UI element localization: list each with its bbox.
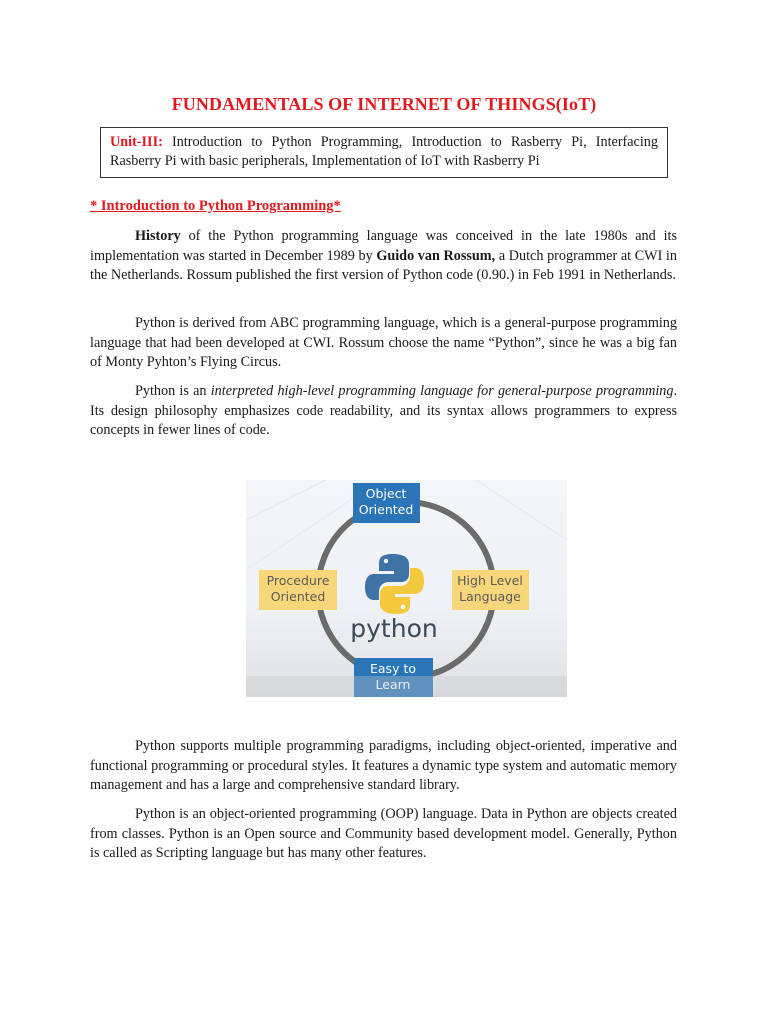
object-oriented-line2: Oriented — [358, 502, 414, 517]
history-paragraph — [90, 227, 677, 286]
high-level-line1: High Level — [457, 573, 523, 588]
python-logo-icon — [365, 554, 424, 614]
figure-bottom-band — [246, 676, 567, 697]
history-text-2: a Dutch programmer at CWI in the Netherlands. Rossum published the first version of Python code (0.90.) in Feb 1991 in Netherlands. — [90, 247, 677, 283]
object-oriented-line1: Object — [365, 486, 407, 501]
procedure-oriented-line1: Procedure — [266, 573, 330, 588]
unit-label: Unit-III: — [110, 134, 163, 150]
rossum-bold: Guido van Rossum, — [376, 247, 496, 264]
interpreted-paragraph — [90, 382, 677, 441]
unit-summary-box — [100, 127, 668, 178]
python-features-diagram — [246, 480, 567, 697]
python-features-figure — [246, 480, 567, 697]
interpreted-text-1: Python is an — [135, 383, 211, 399]
procedure-oriented-line2: Oriented — [270, 589, 326, 604]
paradigms-paragraph: Python supports multiple programming paradigms, including object-oriented, imperative and functional programming or procedural styles. It features a dynamic type system and automatic memory management and has a large and comprehensive standard library. — [90, 738, 677, 793]
page-title: FUNDAMENTALS OF INTERNET OF THINGS(IoT) — [171, 94, 597, 114]
high-level-line2: Language — [459, 589, 521, 604]
python-wordmark: python — [350, 614, 438, 643]
history-bold: History — [135, 228, 181, 244]
oop-paragraph: Python is an object-oriented programming (OOP) language. Data in Python are objects created from classes. Python is an Open source and Community based development model. Generally, Python is called as Scripting language but has many other features. — [90, 806, 677, 861]
easy-to-learn-line2: Learn — [375, 677, 411, 692]
interpreted-italic: interpreted high-level programming language for general-purpose programming — [210, 383, 674, 399]
section-heading: * Introduction to Python Programming* — [90, 198, 341, 214]
unit-text: Introduction to Python Programming, Introduction to Rasberry Pi, Interfacing Rasberry Pi with basic peripherals, Implementation of IoT with Rasberry Pi — [110, 134, 658, 169]
history-text-1: of the Python programming language was conceived in the late 1980s and its implementation was started in December 1989 by — [90, 228, 677, 264]
abc-paragraph: Python is derived from ABC programming language, which is a general-purpose programming language that had been developed at CWI. Rossum choose the name “Python”, since he was a big fan of Monty Pyhton’s Flying Circus. — [90, 315, 677, 370]
easy-to-learn-line1: Easy to — [370, 661, 416, 676]
interpreted-text-2: . Its design philosophy emphasizes code readability, and its syntax allows programmers to express concepts in fewer lines of code. — [90, 383, 677, 438]
